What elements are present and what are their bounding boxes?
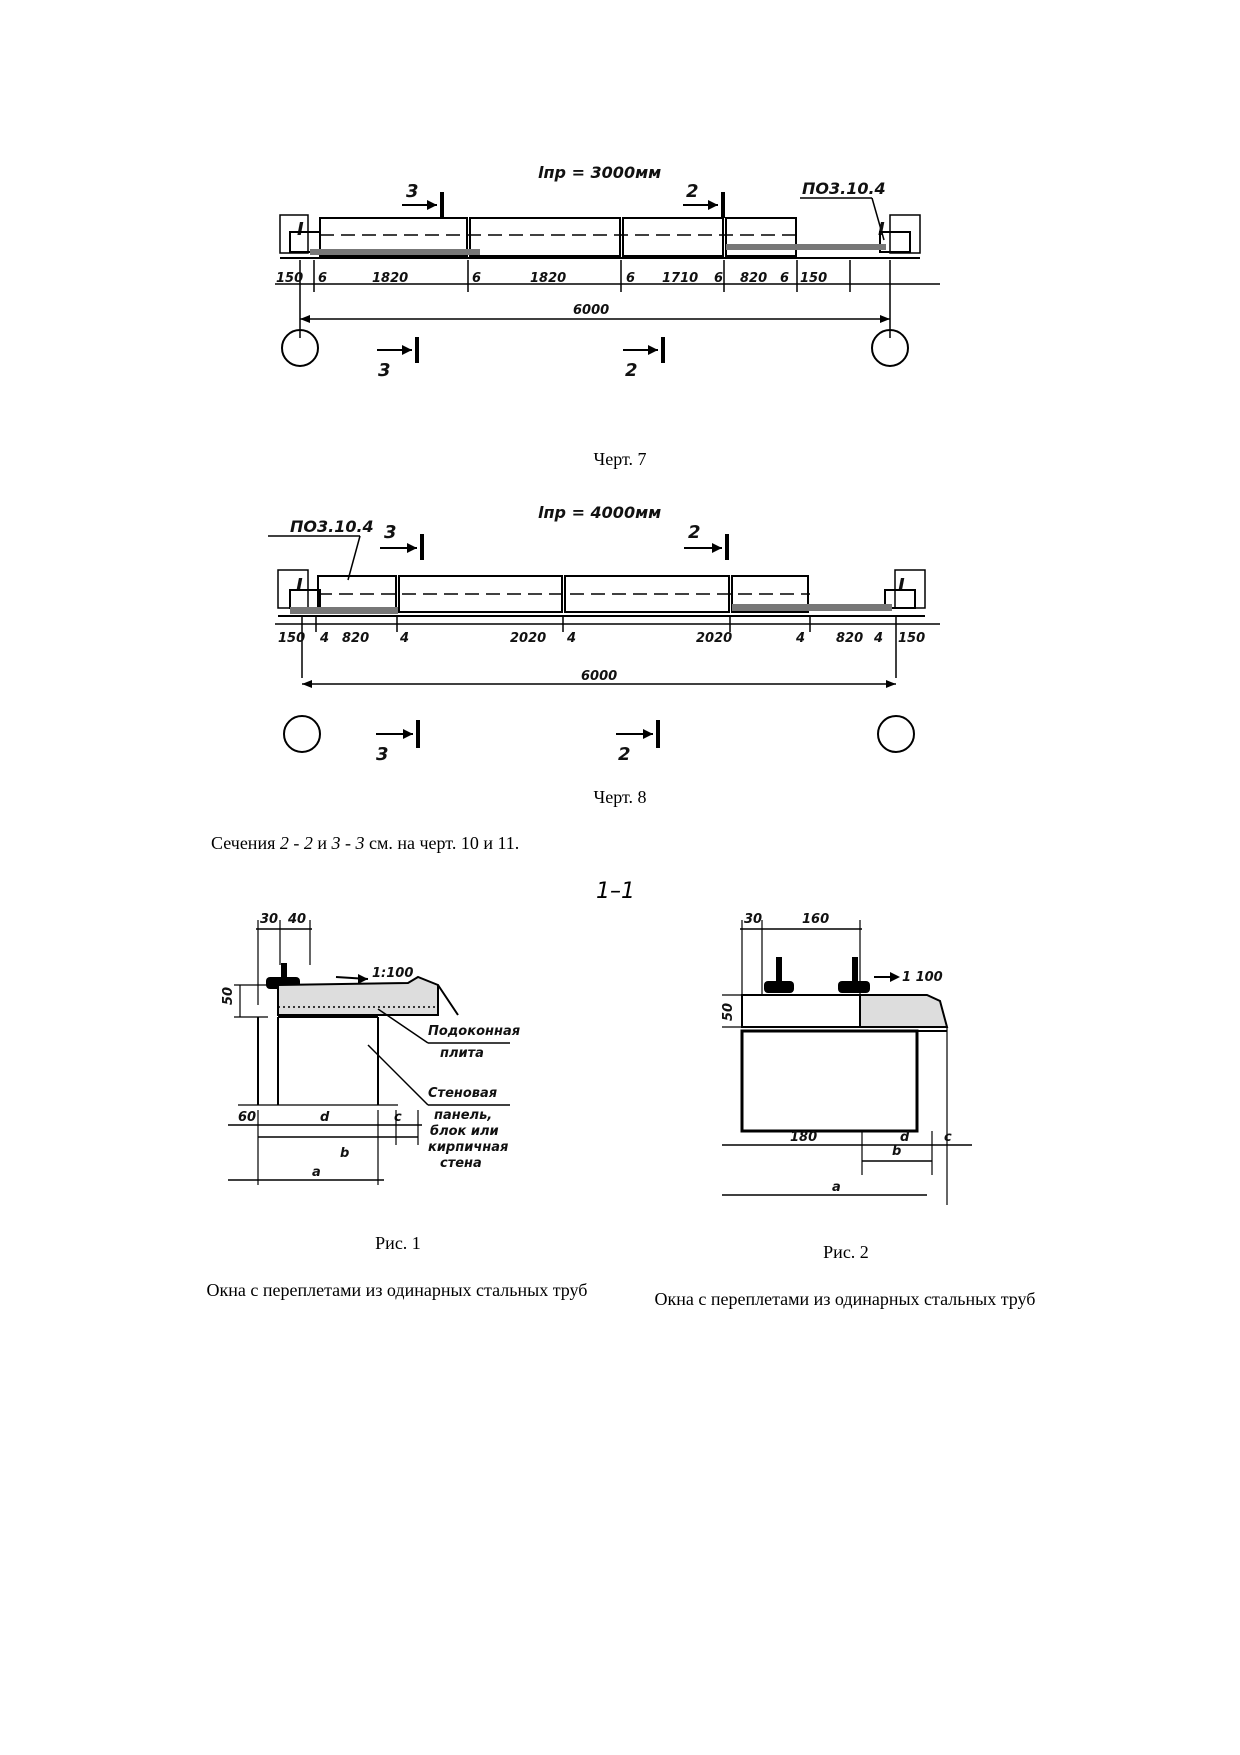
figure-2-caption: Рис. 2	[823, 1242, 869, 1262]
dim-6: 6	[780, 271, 790, 286]
dim-50: 50	[221, 986, 236, 1005]
dim-total: 6000	[573, 303, 610, 318]
slope-label: 1 100	[902, 970, 943, 985]
dim-b: b	[340, 1146, 350, 1161]
dim-1820-a: 1820	[372, 271, 409, 286]
dim-d: d	[900, 1130, 910, 1145]
figure-1	[218, 905, 578, 1225]
span-label: lпр = 3000мм	[538, 163, 662, 182]
dim-4: 4	[874, 631, 884, 646]
dim-a: a	[312, 1165, 321, 1180]
dim-180: 180	[790, 1130, 818, 1145]
dim-4: 4	[567, 631, 577, 646]
label-wall-5: стена	[440, 1156, 482, 1171]
dim-2020-b: 2020	[696, 631, 733, 646]
label-wall-4: кирпичная	[428, 1140, 509, 1155]
column-axis-left	[284, 716, 320, 752]
svg-text:I: I	[296, 575, 303, 596]
drawing-7-caption: Черт. 7	[593, 449, 647, 469]
panel-mark: ПО3.10.4	[802, 179, 886, 198]
sections-note-suffix: см. на черт. 10 и 11.	[364, 833, 520, 853]
panel-mark: ПО3.10.4	[290, 517, 374, 536]
sections-note-prefix: Сечения	[211, 833, 280, 853]
dim-d: d	[320, 1110, 330, 1125]
drawing-8	[278, 498, 960, 768]
label-wall-1: Стеновая	[428, 1086, 498, 1101]
label-sill-1: Подоконная	[428, 1024, 521, 1039]
dim-6: 6	[626, 271, 636, 286]
section-mark-2-bottom: 2	[618, 744, 631, 765]
section-mark-3-top: 3	[406, 181, 419, 202]
dim-40: 40	[288, 912, 307, 927]
svg-text:I: I	[878, 219, 885, 240]
dim-30: 30	[744, 912, 763, 927]
label-wall-3: блок или	[430, 1124, 499, 1139]
dim-820: 820	[740, 271, 768, 286]
dim-1710: 1710	[662, 271, 699, 286]
svg-text:I: I	[297, 219, 304, 240]
sections-note	[211, 833, 911, 854]
section-mark-2-top: 2	[688, 522, 701, 543]
label-wall-2: панель,	[434, 1108, 493, 1123]
section-mark-2-bottom: 2	[625, 360, 638, 381]
dim-a: a	[832, 1180, 841, 1195]
section-title: 1–1	[596, 879, 635, 904]
dim-820-b: 820	[836, 631, 864, 646]
sections-note-mid: и	[312, 833, 332, 853]
section-ref-2: 2 - 2	[279, 833, 313, 853]
section-ref-3: 3 - 3	[331, 833, 365, 853]
dim-160: 160	[802, 912, 830, 927]
drawing-8-caption: Черт. 8	[593, 787, 647, 807]
dim-820-a: 820	[342, 631, 370, 646]
dim-150-right: 150	[800, 271, 828, 286]
dim-4: 4	[400, 631, 410, 646]
drawing-7	[276, 160, 960, 430]
figure-2-title: Окна с переплетами из одинарных стальных труб	[654, 1289, 1036, 1309]
label-sill-2: плита	[440, 1046, 484, 1061]
span-label: lпр = 4000мм	[538, 503, 662, 522]
dim-150-left: 150	[278, 631, 306, 646]
slope-label: 1:100	[372, 966, 414, 981]
dim-6: 6	[318, 271, 328, 286]
dim-50: 50	[721, 1002, 736, 1021]
dim-1820-b: 1820	[530, 271, 567, 286]
dim-c: c	[944, 1130, 952, 1145]
dim-60: 60	[238, 1110, 257, 1125]
dim-4: 4	[796, 631, 806, 646]
dim-total: 6000	[581, 669, 618, 684]
figure-2	[722, 905, 982, 1235]
dim-6: 6	[472, 271, 482, 286]
dim-6: 6	[714, 271, 724, 286]
column-axis-right	[878, 716, 914, 752]
dim-2020-a: 2020	[510, 631, 547, 646]
dim-b: b	[892, 1144, 902, 1159]
dim-30: 30	[260, 912, 279, 927]
section-mark-3-top: 3	[384, 522, 397, 543]
section-mark-3-bottom: 3	[378, 360, 391, 381]
svg-text:I: I	[898, 575, 905, 596]
figure-1-caption: Рис. 1	[375, 1233, 421, 1253]
dim-150-left: 150	[276, 271, 304, 286]
dim-150-right: 150	[898, 631, 926, 646]
section-mark-3-bottom: 3	[376, 744, 389, 765]
dim-4: 4	[320, 631, 330, 646]
section-mark-2-top: 2	[686, 181, 699, 202]
figure-1-title: Окна с переплетами из одинарных стальных труб	[206, 1280, 588, 1300]
dim-c: c	[394, 1110, 402, 1125]
